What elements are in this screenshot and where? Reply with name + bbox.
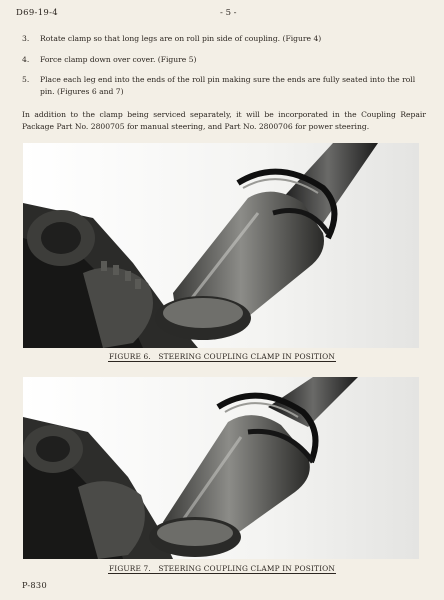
- repair-package-paragraph: In addition to the clamp being serviced separately, it will be incorporated in the Coupling Repair Package Part No. 2800705 for manual steering, and Part No. 2800706 for power steering.: [22, 110, 426, 131]
- coupling-clamp-photo: [23, 143, 419, 348]
- page-header: [16, 8, 428, 22]
- figure-6-photo: [23, 143, 419, 348]
- step-item: [22, 74, 422, 97]
- figure-6-caption-text: [108, 352, 336, 362]
- figure-7-caption-text: [108, 564, 336, 574]
- step-item: [22, 33, 422, 45]
- figure-7-title: STEERING COUPLING CLAMP IN POSITION: [158, 564, 335, 573]
- figure-6-label: FIGURE 6.: [108, 352, 151, 361]
- figure-7-photo: [23, 377, 419, 559]
- document-id: D69-19-4: [16, 8, 58, 18]
- figure-7-label: FIGURE 7.: [108, 564, 151, 573]
- page-number: - 5 -: [220, 8, 237, 18]
- step-number: 4.: [22, 54, 30, 64]
- footer-code: P-830: [22, 580, 47, 590]
- step-item: [22, 54, 422, 66]
- figure-7-caption: [0, 564, 444, 573]
- figure-6-title: STEERING COUPLING CLAMP IN POSITION: [158, 352, 335, 361]
- step-number: 3.: [22, 34, 30, 43]
- step-number: 5.: [22, 75, 30, 85]
- instruction-steps: [22, 33, 422, 106]
- step-text: Rotate clamp so that long legs are on roll pin side of coupling. (Figure 4): [40, 34, 322, 43]
- coupling-clamp-photo: [23, 377, 419, 559]
- figure-6-caption: [0, 352, 444, 361]
- step-text: Force clamp down over cover. (Figure 5): [40, 54, 197, 64]
- step-text: Place each leg end into the ends of the roll pin making sure the ends are fully seated into the roll pin. (Figures 6 and 7): [40, 75, 416, 96]
